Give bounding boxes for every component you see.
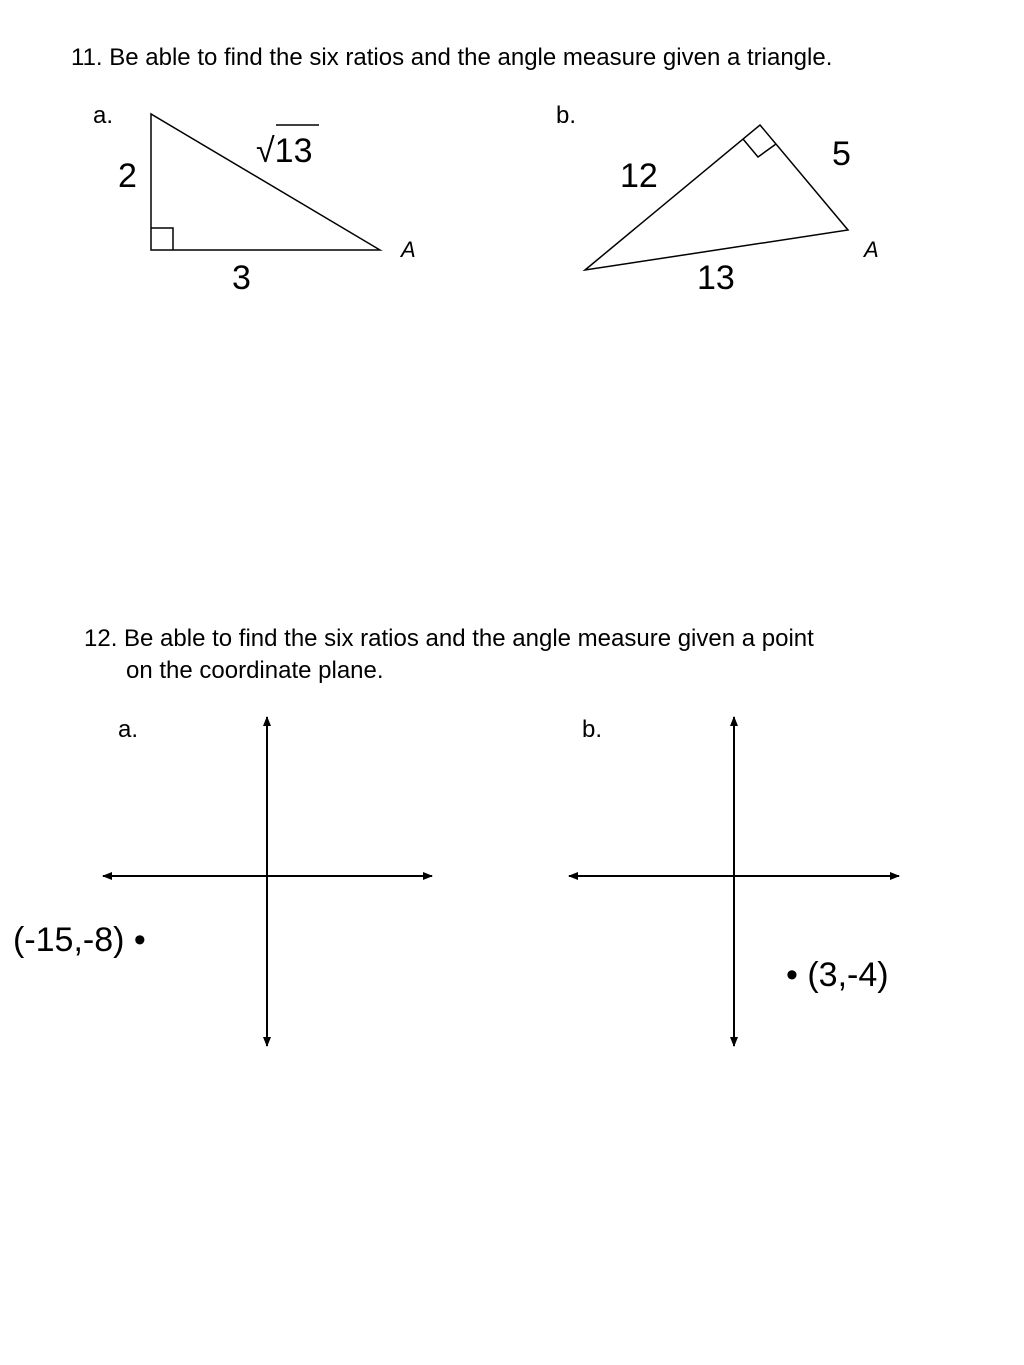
triangle-b [585, 125, 848, 270]
q12-part-b-label: b. [582, 716, 603, 743]
question-12-prompt-line2: on the coordinate plane. [126, 657, 384, 684]
coordinate-plane-b [569, 717, 899, 1046]
point-a-dot: • [133, 921, 146, 959]
question-12-prompt-line1: 12. Be able to find the six ratios and the angle measure given a point [84, 625, 814, 652]
triangle-b-vertex-label: A [864, 237, 879, 262]
triangle-a-hypotenuse [256, 132, 313, 171]
point-a-coordinates: (-15,-8) [13, 921, 125, 959]
radicand: 13 [274, 132, 313, 170]
triangle-a-vertex-label: A [401, 237, 416, 262]
triangle-b-outline [585, 125, 848, 270]
q11-part-b-label: b. [556, 102, 577, 129]
point-a-label [13, 921, 146, 960]
coordinate-plane-a [103, 717, 432, 1046]
triangle-a-side-left: 2 [118, 157, 137, 195]
triangle-a-right-angle-marker [151, 228, 173, 250]
question-11-prompt: 11. Be able to find the six ratios and the angle measure given a triangle. [71, 44, 833, 71]
triangle-b-side-left: 12 [620, 157, 658, 195]
radical-sign: √ [256, 132, 275, 170]
q12-part-a-label: a. [118, 716, 139, 743]
point-b-dot: • [786, 956, 798, 994]
q11-part-a-label: a. [93, 102, 114, 129]
triangle-b-right-angle-marker [743, 139, 776, 157]
triangle-a-side-bottom: 3 [232, 259, 251, 297]
triangle-b-side-bottom: 13 [697, 259, 735, 297]
point-b-coordinates: (3,-4) [807, 956, 889, 994]
triangle-b-side-right: 5 [832, 135, 851, 173]
point-b-label [786, 956, 889, 995]
